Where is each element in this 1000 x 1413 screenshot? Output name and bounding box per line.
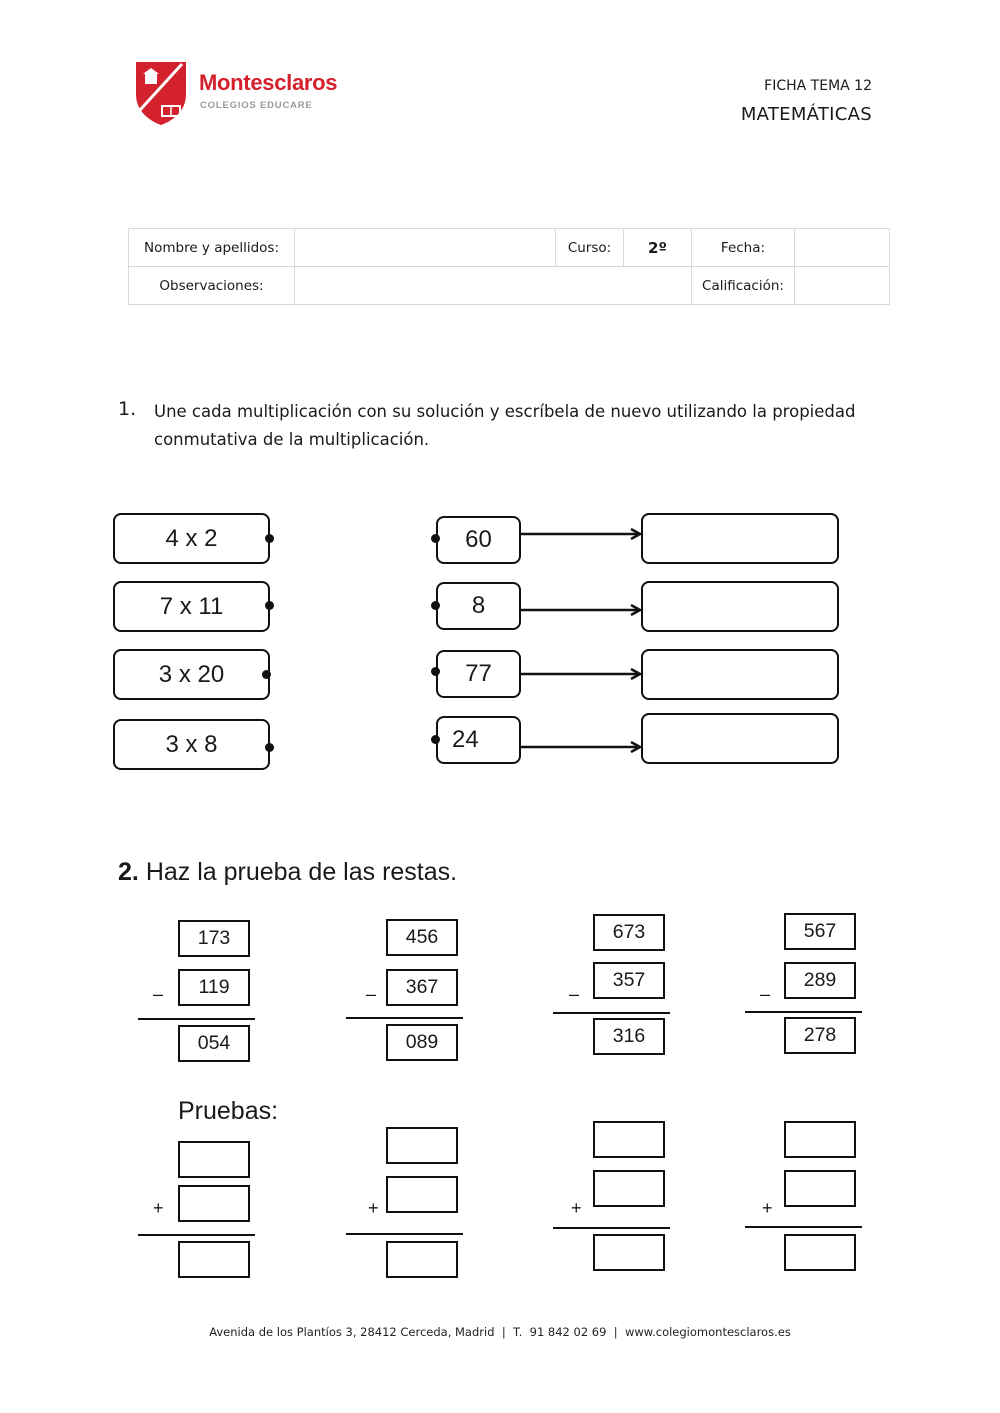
difference-box: 089 xyxy=(386,1024,458,1061)
minus-sign: – xyxy=(366,984,377,1004)
plus-sign: + xyxy=(153,1198,164,1218)
connector-dot[interactable] xyxy=(431,601,440,610)
connector-dot[interactable] xyxy=(431,534,440,543)
plus-sign: + xyxy=(571,1198,582,1218)
check-addend-box[interactable] xyxy=(178,1185,250,1222)
connector-dot[interactable] xyxy=(265,743,274,752)
curso-value: 2º xyxy=(624,229,692,267)
curso-label: Curso: xyxy=(556,229,624,267)
check-sum-box[interactable] xyxy=(386,1241,458,1278)
check-addend-box[interactable] xyxy=(593,1121,665,1158)
operation-box: 3 x 8 xyxy=(113,719,270,770)
exercise-2-title xyxy=(118,858,457,887)
solution-box: 8 xyxy=(436,582,521,630)
observaciones-label: Observaciones: xyxy=(129,267,295,305)
check-sum-box[interactable] xyxy=(593,1234,665,1271)
connector-dot[interactable] xyxy=(431,667,440,676)
minus-sign: – xyxy=(760,984,771,1004)
check-addend-box[interactable] xyxy=(178,1141,250,1178)
answer-box[interactable] xyxy=(641,581,839,632)
name-label: Nombre y apellidos: xyxy=(129,229,295,267)
addition-line xyxy=(553,1227,670,1229)
addition-line xyxy=(745,1226,862,1228)
brand-name: Montesclaros xyxy=(199,70,338,95)
subtraction-line xyxy=(553,1012,670,1014)
plus-sign: + xyxy=(368,1198,379,1218)
exercise-1-instruction: Une cada multiplicación con su solución y escríbela de nuevo utilizando la propiedad conmutativa de la multiplicación. xyxy=(154,402,856,449)
addition-line xyxy=(138,1234,255,1236)
check-addend-box[interactable] xyxy=(784,1170,856,1207)
footer-address: Avenida de los Plantíos 3, 28412 Cerceda, Madrid | T. 91 842 02 69 | www.colegiomontesclaros.es xyxy=(209,1325,791,1339)
exercise-1-number: 1. xyxy=(118,398,137,420)
subtrahend-box: 119 xyxy=(178,969,250,1006)
check-addend-box[interactable] xyxy=(386,1176,458,1213)
subtrahend-box: 357 xyxy=(593,962,665,999)
operation-box: 7 x 11 xyxy=(113,581,270,632)
connector-dot[interactable] xyxy=(265,534,274,543)
answer-box[interactable] xyxy=(641,713,839,764)
answer-box[interactable] xyxy=(641,649,839,700)
connector-dot[interactable] xyxy=(262,670,271,679)
difference-box: 278 xyxy=(784,1017,856,1054)
minuend-box: 173 xyxy=(178,920,250,957)
operation-box: 3 x 20 xyxy=(113,649,270,700)
addition-line xyxy=(346,1233,463,1235)
exercise-2-text: Haz la prueba de las restas. xyxy=(145,858,458,886)
subtraction-line xyxy=(138,1018,255,1020)
subtraction-line xyxy=(346,1017,463,1019)
operation-box: 4 x 2 xyxy=(113,513,270,564)
solution-box: 24 xyxy=(436,716,521,764)
fecha-label: Fecha: xyxy=(692,229,795,267)
plus-sign: + xyxy=(762,1198,773,1218)
calificacion-label: Calificación: xyxy=(692,267,795,305)
subtraction-line xyxy=(745,1011,862,1013)
answer-box[interactable] xyxy=(641,513,839,564)
difference-box: 054 xyxy=(178,1025,250,1062)
brand-subtitle: COLEGIOS EDUCARE xyxy=(200,100,313,111)
check-sum-box[interactable] xyxy=(178,1241,250,1278)
worksheet-topic: FICHA TEMA 12 xyxy=(764,78,872,94)
minuend-box: 567 xyxy=(784,913,856,950)
difference-box: 316 xyxy=(593,1018,665,1055)
check-addend-box[interactable] xyxy=(386,1127,458,1164)
check-addend-box[interactable] xyxy=(784,1121,856,1158)
subtrahend-box: 367 xyxy=(386,969,458,1006)
solution-box: 77 xyxy=(436,650,521,698)
subtrahend-box: 289 xyxy=(784,962,856,999)
minus-sign: – xyxy=(569,984,580,1004)
exercise-2-number: 2. xyxy=(118,858,139,886)
minus-sign: – xyxy=(153,984,164,1004)
minuend-box: 456 xyxy=(386,919,458,956)
pruebas-label: Pruebas: xyxy=(178,1097,279,1125)
minuend-box: 673 xyxy=(593,914,665,951)
subject-title: MATEMÁTICAS xyxy=(740,104,872,125)
check-addend-box[interactable] xyxy=(593,1170,665,1207)
connector-dot[interactable] xyxy=(265,601,274,610)
check-sum-box[interactable] xyxy=(784,1234,856,1271)
connector-dot[interactable] xyxy=(431,735,440,744)
solution-box: 60 xyxy=(436,516,521,564)
